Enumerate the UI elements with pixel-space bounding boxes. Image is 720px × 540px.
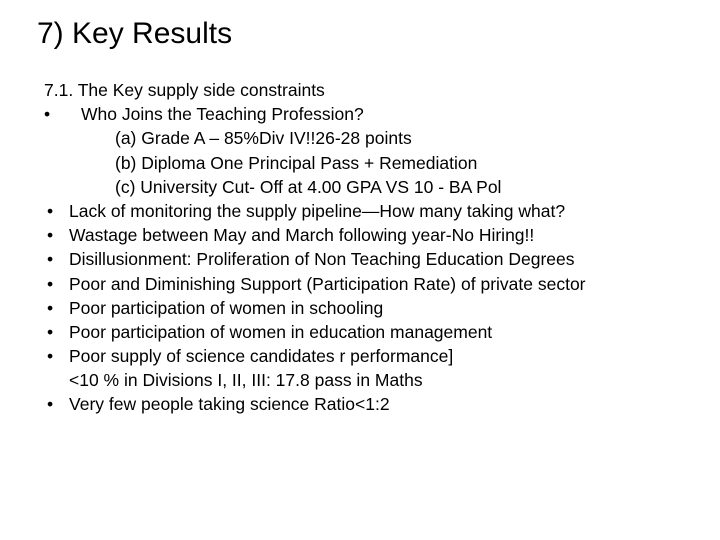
sub-item bbox=[44, 126, 714, 150]
bullet-icon: • bbox=[44, 104, 51, 125]
bullet-icon: • bbox=[47, 200, 54, 221]
bullet-text: Poor participation of women in education management bbox=[69, 321, 493, 342]
bullet-text: Wastage between May and March following year-No Hiring!! bbox=[69, 225, 535, 246]
bullet-icon: • bbox=[47, 394, 54, 415]
bullet-text: Lack of monitoring the supply pipeline—How many taking what? bbox=[69, 200, 566, 221]
bullet-text: Poor participation of women in schooling bbox=[69, 297, 384, 318]
slide-content bbox=[44, 78, 714, 417]
bullet-text: Disillusionment: Proliferation of Non Teaching Education Degrees bbox=[69, 249, 575, 270]
list-item bbox=[44, 199, 714, 223]
bullet-text: Very few people taking science Ratio<1:2 bbox=[69, 394, 390, 415]
bullet-icon: • bbox=[47, 346, 54, 367]
list-item bbox=[44, 247, 714, 271]
continuation-text: <10 % in Divisions I, II, III: 17.8 pass in Maths bbox=[69, 370, 423, 391]
continuation-line bbox=[44, 368, 714, 392]
bullet-text: Poor and Diminishing Support (Participation Rate) of private sector bbox=[69, 273, 586, 294]
list-item bbox=[44, 392, 714, 416]
list-item bbox=[44, 344, 714, 368]
bullet-icon: • bbox=[47, 249, 54, 270]
bullet-text: Poor supply of science candidates r performance] bbox=[69, 346, 454, 367]
list-item bbox=[44, 102, 714, 126]
list-item bbox=[44, 272, 714, 296]
section-heading: 7.1. The Key supply side constraints bbox=[44, 80, 325, 100]
section-heading-line bbox=[44, 78, 714, 102]
bullet-icon: • bbox=[47, 297, 54, 318]
question-text: Who Joins the Teaching Profession? bbox=[81, 104, 364, 125]
bullet-icon: • bbox=[47, 321, 54, 342]
sub-item bbox=[44, 151, 714, 175]
bullet-icon: • bbox=[47, 225, 54, 246]
bullet-icon: • bbox=[47, 273, 54, 294]
list-item bbox=[44, 320, 714, 344]
sub-item-text: (b) Diploma One Principal Pass + Remediation bbox=[115, 152, 478, 173]
sub-item bbox=[44, 175, 714, 199]
slide-title: 7) Key Results bbox=[37, 17, 233, 50]
list-item bbox=[44, 296, 714, 320]
list-item bbox=[44, 223, 714, 247]
sub-item-text: (a) Grade A – 85%Div IV!!26-28 points bbox=[115, 128, 412, 149]
sub-item-text: (c) University Cut- Off at 4.00 GPA VS 10 - BA Pol bbox=[115, 176, 502, 197]
